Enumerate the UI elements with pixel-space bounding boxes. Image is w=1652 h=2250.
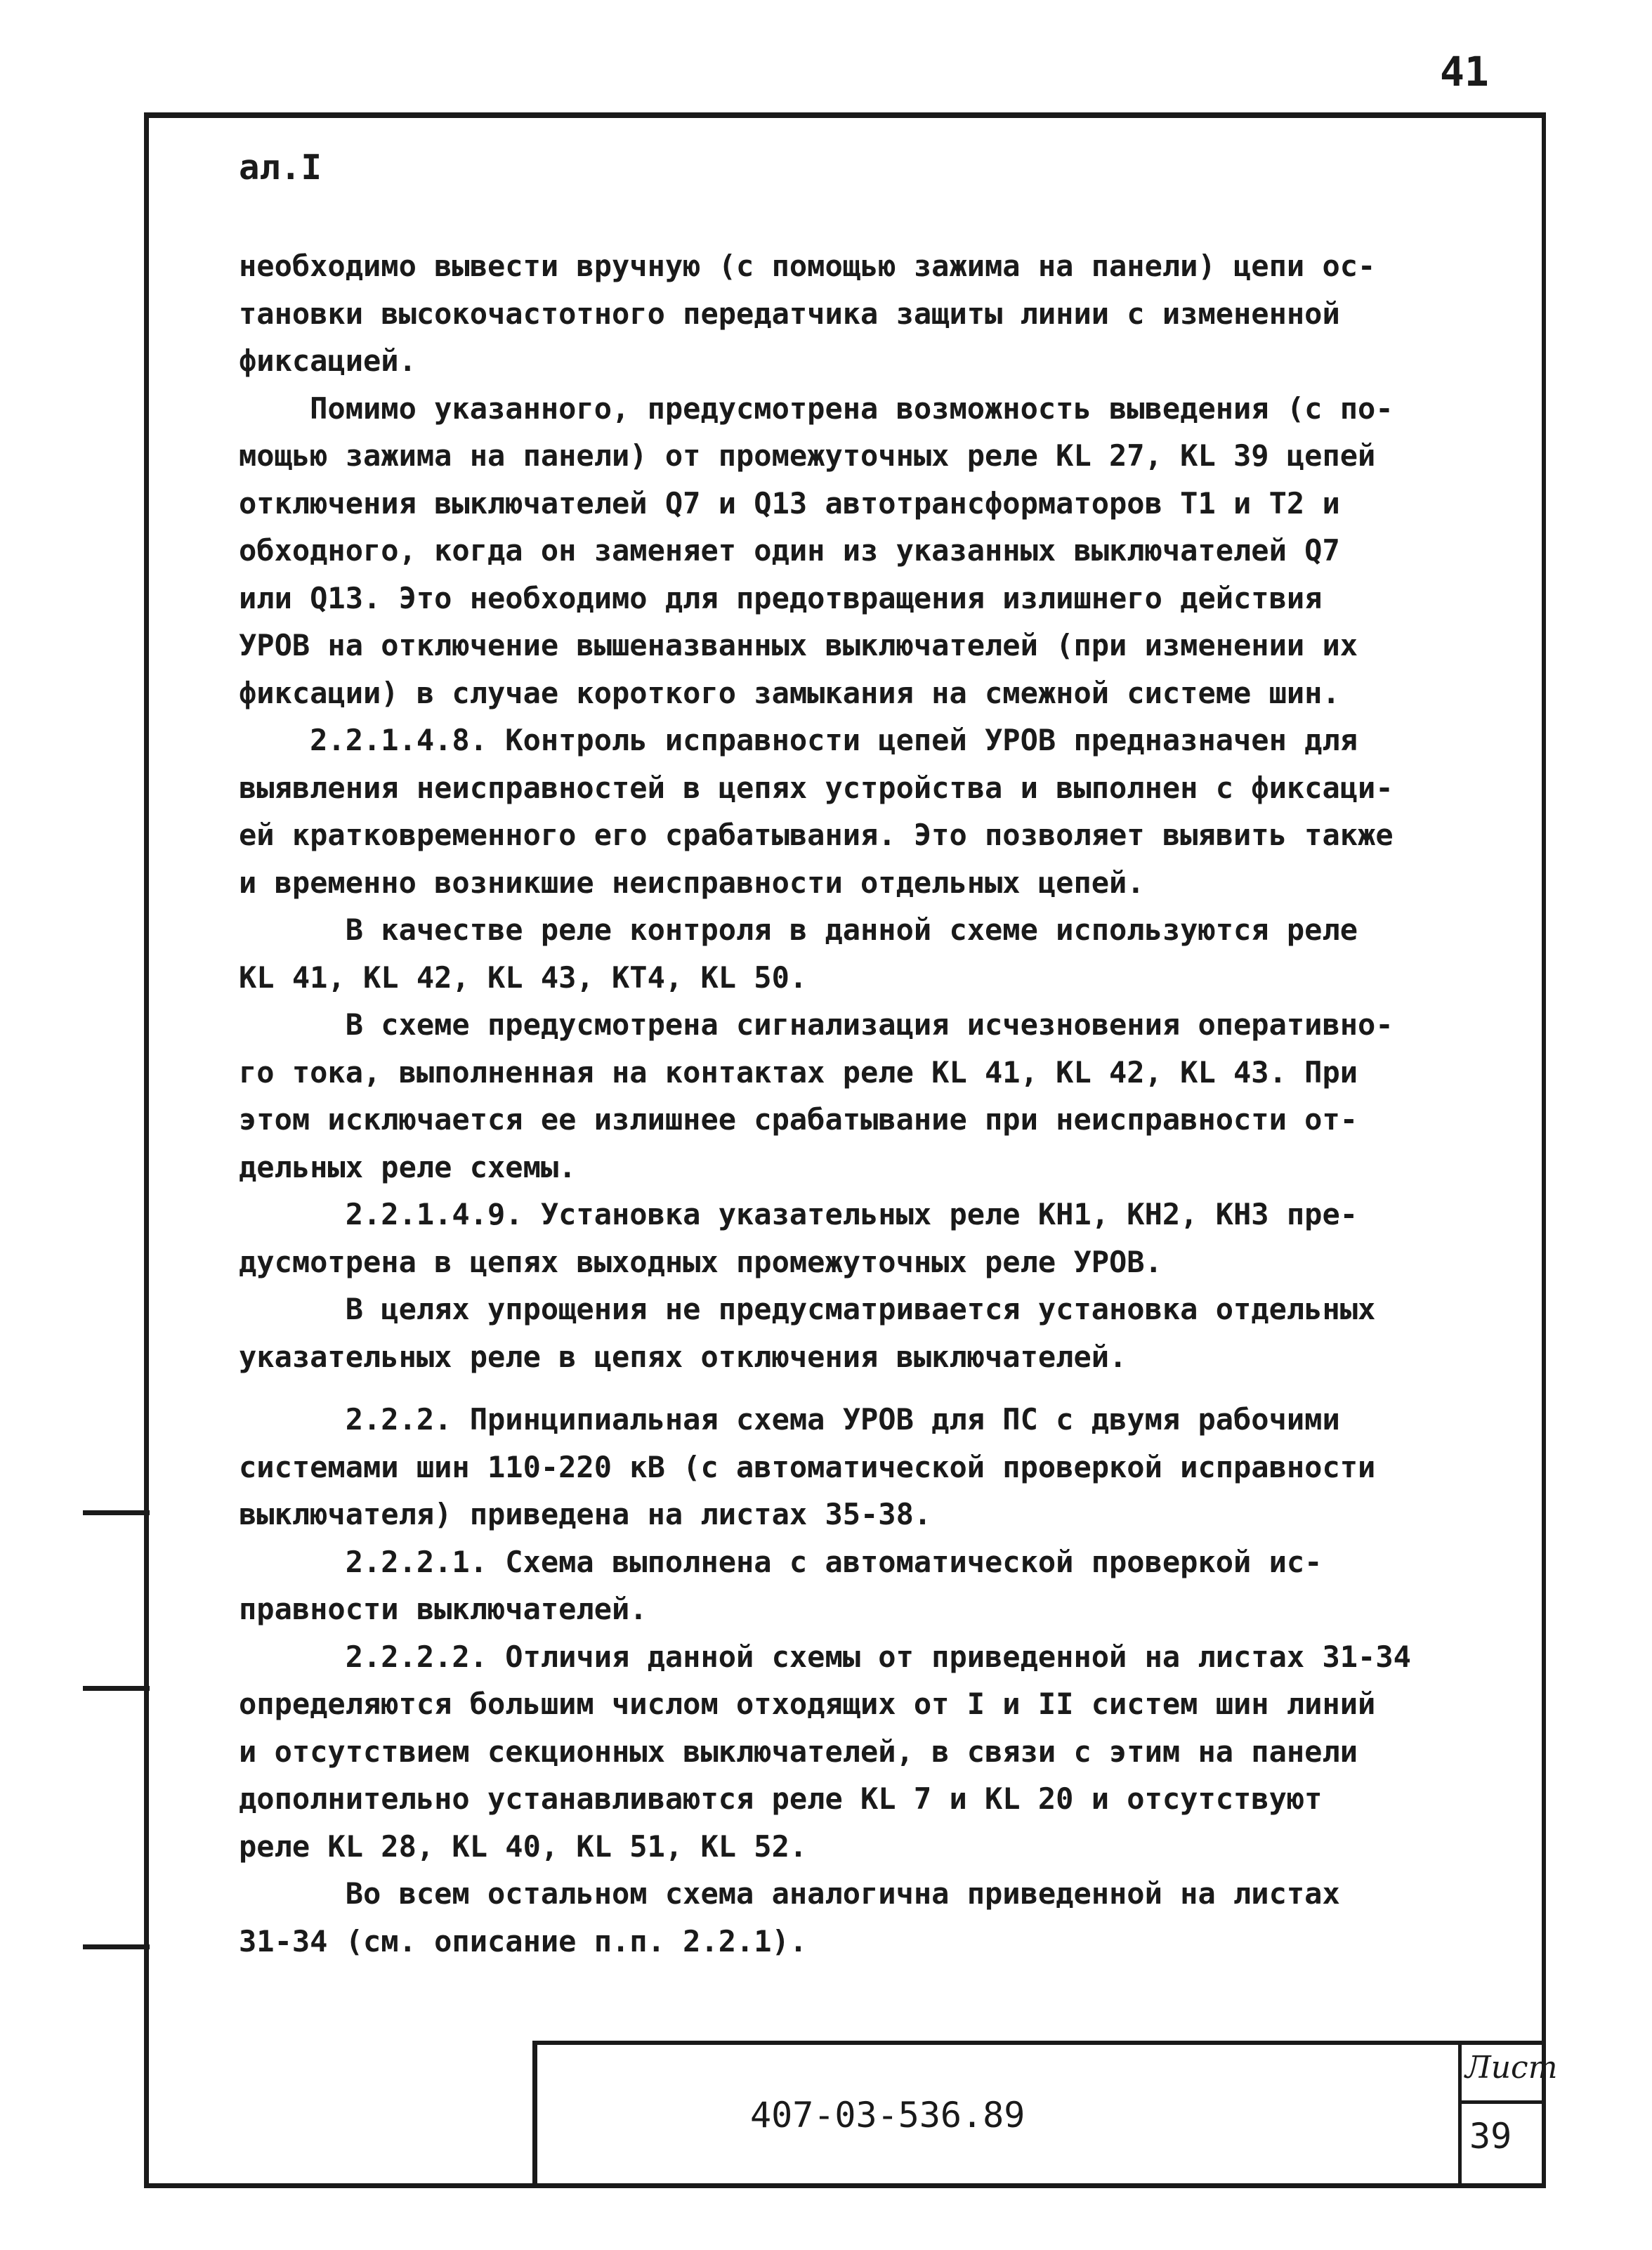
paragraph [239,242,1517,385]
sheet-number: 39 [1469,2116,1512,2157]
text-line: и временно возникшие неисправности отдельных цепей. [239,865,1145,900]
text-line: го тока, выполненная на контактах реле KL 41, KL 42, KL 43. При [239,1054,1358,1090]
margin-tick [83,1944,150,1949]
paragraph [239,1870,1517,1965]
text-line: выключателя) приведена на листах 35-38. [239,1497,932,1531]
text-line: указательных реле в цепях отключения выключателей. [239,1339,1127,1374]
text-line: фиксации) в случае короткого замыкания на смежной системе шин. [239,675,1340,710]
text-line: В качестве реле контроля в данной схеме используются реле [239,913,1358,947]
text-line: или Q13. Это необходимо для предотвращения излишнего действия [239,580,1323,615]
title-block-hline [1458,2100,1546,2104]
paragraph [239,1286,1517,1380]
text-line: обходного, когда он заменяет один из указанных выключателей Q7 [239,533,1340,568]
text-line: 2.2.2. Принципиальная схема УРОВ для ПС с двумя рабочими [239,1402,1340,1437]
text-line: 2.2.1.4.9. Установка указательных реле KH1, KH2, KH3 пре- [239,1197,1358,1231]
text-line: Помимо указанного, предусмотрена возможность выведения (с по- [239,391,1394,426]
paragraph [239,1633,1517,1871]
title-block [532,2041,1546,2188]
text-line: системами шин 110-220 кВ (с автоматической проверкой исправности [239,1449,1376,1484]
text-line: 31-34 (см. описание п.п. 2.2.1). [239,1923,808,1958]
paragraph-gap [239,1380,1517,1396]
paragraph [239,1538,1517,1633]
paragraph [239,1396,1517,1538]
text-line: В целях упрощения не предусматривается установка отдельных [239,1292,1376,1326]
text-line: В схеме предусмотрена сигнализация исчезновения оперативно- [239,1007,1394,1042]
text-line: УРОВ на отключение вышеназванных выключателей (при изменении их [239,628,1358,662]
text-line: тановки высокочастотного передатчика защиты линии с измененной [239,296,1340,331]
text-line: отключения выключателей Q7 и Q13 автотрансформаторов T1 и T2 и [239,485,1340,521]
page-number: 41 [1440,48,1489,96]
text-line: ей кратковременного его срабатывания. Это позволяет выявить также [239,818,1394,852]
text-line: этом исключается ее излишнее срабатывание при неисправности от- [239,1102,1358,1137]
text-line: выявления неисправностей в цепях устройства и выполнен с фиксаци- [239,770,1394,805]
text-line: определяются большим числом отходящих от I и II систем шин линий [239,1687,1376,1721]
text-line: реле KL 28, KL 40, KL 51, KL 52. [239,1829,808,1864]
text-line: дельных реле схемы. [239,1149,577,1184]
title-block-divider [1458,2041,1462,2188]
text-line: 2.2.1.4.8. Контроль исправности цепей УРОВ предназначен для [239,723,1358,757]
text-line: и отсутствием секционных выключателей, в связи с этим на панели [239,1734,1358,1769]
margin-tick [83,1510,150,1515]
text-line: правности выключателей. [239,1592,648,1626]
text-line: необходимо вывести вручную (с помощью зажима на панели) цепи ос- [239,249,1376,283]
text-line: дусмотрена в цепях выходных промежуточных реле УРОВ. [239,1244,1162,1279]
text-line: мощью зажима на панели) от промежуточных реле KL 27, KL 39 цепей [239,438,1376,473]
document-body [239,242,1517,1965]
sheet-header: ал.I [239,148,322,188]
paragraph [239,1191,1517,1286]
document-code: 407-03-536.89 [750,2095,1025,2135]
margin-tick [83,1686,150,1691]
paragraph [239,906,1517,1001]
paragraph [239,1001,1517,1191]
text-line: KL 41, KL 42, KL 43, KT4, KL 50. [239,960,808,995]
text-line: Во всем остальном схема аналогична приведенной на листах [239,1876,1340,1911]
paragraph [239,385,1517,717]
text-line: фиксацией. [239,344,417,378]
text-line: 2.2.2.2. Отличия данной схемы от приведенной на листах 31-34 [239,1639,1411,1674]
sheet-label: Лист [1465,2050,1558,2086]
paragraph [239,717,1517,906]
text-line: 2.2.2.1. Схема выполнена с автоматической проверкой ис- [239,1544,1323,1579]
text-line: дополнительно устанавливаются реле KL 7 и KL 20 и отсутствуют [239,1781,1323,1816]
